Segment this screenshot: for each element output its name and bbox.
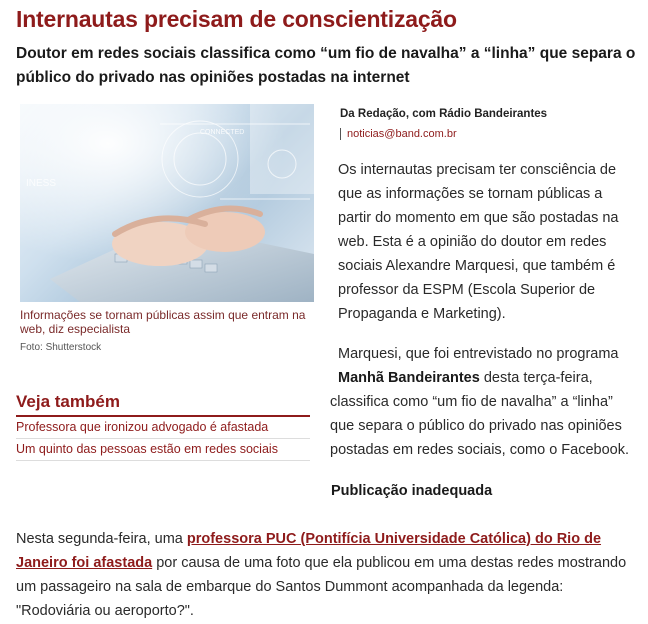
paragraph-text: desta terça-feira, classifica como “um fio de navalha” a “linha” que separa o público do privado nas opiniões postadas em redes sociais, como o Facebook. xyxy=(330,370,630,458)
section-heading: Publicação inadequada xyxy=(331,483,493,499)
related-article-link[interactable]: professora PUC (Pontifícia Universidade Católica) do Rio de Janeiro foi afastada xyxy=(16,531,602,571)
photo-caption: Informações se tornam públicas assim que entram na web, diz especialista xyxy=(20,308,306,336)
paragraph-text: por causa de uma foto que ela publicou em uma destas redes mostrando um passageiro na sala de embarque do Santos Dummont acompanhada da legenda: "Rodoviária ou aeroporto?". xyxy=(16,555,627,619)
paragraph-text: Nesta segunda-feira, uma xyxy=(16,531,183,547)
see-also-heading: Veja também xyxy=(16,392,310,417)
see-also-link[interactable]: Um quinto das pessoas estão em redes sociais xyxy=(16,439,310,461)
article-title: Internautas precisam de conscientização xyxy=(16,6,457,32)
overlay-text-3: CONNECTED xyxy=(200,129,245,136)
article-photo[interactable] xyxy=(20,104,314,302)
see-also-list xyxy=(16,417,310,461)
article-subtitle: Doutor em redes sociais classifica como “um fio de navalha” a “linha” que separa o público do privado nas opiniões postadas na internet xyxy=(16,45,636,86)
photo-credit: Foto: Shutterstock xyxy=(20,342,102,353)
see-also-link[interactable]: Professora que ironizou advogado é afastada xyxy=(16,417,310,439)
laptop-typing-illustration xyxy=(20,104,314,302)
article-paragraph xyxy=(16,527,636,623)
article-paragraph: Os internautas precisam ter consciência de que as informações se tornam públicas a partir do momento em que são postadas na web. Esta é a opinião do doutor em redes sociais Alexandre Marquesi, que também é professor da ESPM (Escola Superior de Propaganda e Marketing). xyxy=(338,162,619,322)
program-name: Manhã Bandeirantes xyxy=(338,370,480,386)
article-paragraph-line: Marquesi, que foi entrevistado no programa xyxy=(338,346,619,362)
article-paragraph xyxy=(330,366,636,462)
contact-email-link[interactable]: noticias@band.com.br xyxy=(340,128,457,140)
article-byline: Da Redação, com Rádio Bandeirantes xyxy=(340,108,548,120)
overlay-text-1: INESS xyxy=(26,178,57,189)
